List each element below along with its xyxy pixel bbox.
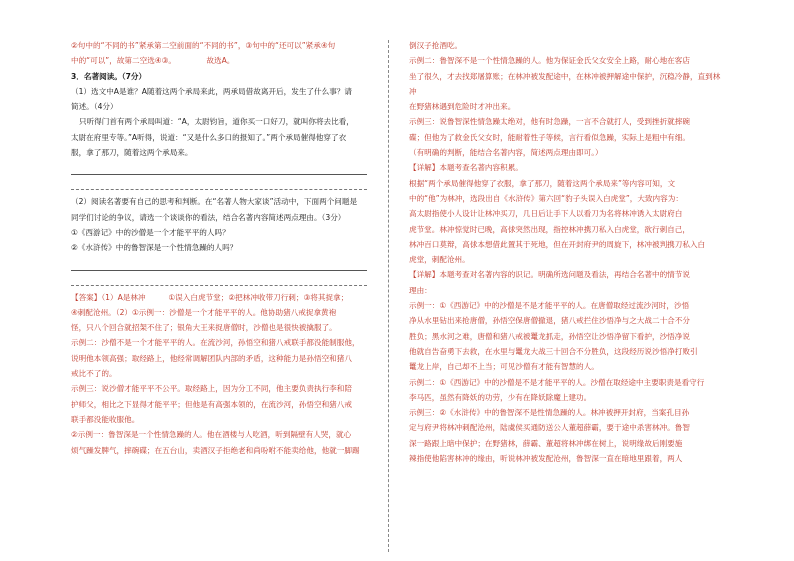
- analysis-line: 他就自告奋勇下去救，在水里与鼍龙大战三十回合不分胜负，这段经历说沙悟净打败引: [409, 346, 698, 356]
- column-divider: [388, 40, 389, 552]
- answer-line: 倒汉子抢酒吃。: [409, 41, 463, 50]
- answer-line: 戒比不了的。: [71, 369, 117, 379]
- answer-line: 碟；但他为了救金氏父女时，能耐着性子等候，言行看似急躁，实际上是粗中有细。: [409, 132, 690, 142]
- analysis-line: 示例三：②《水浒传》中的鲁智深不是性情急躁的人。林冲被押开封府，当案孔目孙: [409, 408, 690, 418]
- answer-line: 示例二：沙僧不是一个才能平平的人。在流沙河，孙悟空和猪八戒联手都没能制服他，: [71, 338, 360, 348]
- analysis-line: 示例一：①《西游记》中的沙僧是不是才能平平的人。在唐僧取经过流沙河时，沙悟: [409, 301, 690, 311]
- question-text: 简述。（4分）: [71, 102, 118, 112]
- analysis-heading: 【详解】本题考查对名著内容的识记。明确所选问题及看法，再结合名著中的情节说: [409, 270, 690, 280]
- answer-line: 烦气躁发脾气，摔碗碟；在五台山，卖酒汉子拒绝老和尚吩咐不能卖给他，他就一脚踢: [71, 445, 360, 455]
- question-option: ②《水浒传》中的鲁智深是一个性情急躁的人吗？: [71, 243, 238, 253]
- analysis-line: 深一路跟上暗中保护；在野猪林，薛霸、董超将林冲绑在树上，说明缘故后刚要施: [409, 438, 683, 448]
- analysis-line: 辣指使他陷害林冲的缘由，听说林冲被发配沧州，鲁智深一直在暗地里跟着，两人: [409, 454, 683, 464]
- section-heading: 3．名著阅读。（7分）: [71, 71, 147, 81]
- left-column: [71, 38, 371, 458]
- answer-line: 中的“可以”，故第二空选④③。 故选A。: [71, 56, 235, 66]
- analysis-line: 示例二：①《西游记》中的沙僧是不是才能平平的人。沙僧在取经途中主要职责是看守行: [409, 377, 705, 387]
- right-column: [409, 38, 727, 466]
- analysis-line: 定与府尹将林冲刺配沧州，陆虞侯买通防送公人董超薛霸，要于途中杀害林冲。鲁智: [409, 423, 690, 433]
- passage-text: 太尉在府里专等。”A听得，说道：“又是什么多口的报知了。”两个承局催得他穿了衣: [71, 132, 347, 142]
- question-option: ①《西游记》中的沙僧是一个才能平平的人吗？: [71, 227, 230, 237]
- analysis-heading: 【详解】本题考查名著内容积累。: [409, 163, 523, 173]
- answer-line-blank[interactable]: [71, 256, 367, 271]
- passage-text: 服，拿了那刀，随着这两个承局来。: [71, 148, 193, 158]
- analysis-line: 根据“两个承局催得他穿了衣服，拿了那刀，随着这两个承局来”等内容可知，文: [409, 178, 676, 188]
- answer-line: 坐了很久，才去找郑屠算账；在林冲被发配途中，在林冲被押解途中保护，沉稳冷静，直到林冲: [409, 71, 721, 96]
- analysis-line: 理由：: [409, 285, 432, 295]
- question-text: 同学们讨论的争议，请选一个谈谈你的看法，结合名著内容简述两点理由。（3分）: [71, 212, 346, 222]
- answer-line: 【答案】（1）A是林冲 ①误入白虎节堂；②把林冲收带刀行刺；③将其捉拿；: [71, 292, 349, 302]
- question-text: （2）阅读名著要有自己的思考和判断。在“名著人物大家谈”活动中，下面两个问题是: [71, 197, 358, 207]
- analysis-line: 中的“他”为林冲，选段出自《水浒传》第六回“豹子头误入白虎堂”，大致内容为：: [409, 193, 683, 203]
- analysis-line: 林冲百口莫辩，高俅本想借此置其于死地，但在开封府尹的周旋下，林冲被判携刀私入白: [409, 239, 706, 249]
- passage-text: 只听得门首有两个承局叫道：“A，太尉钧旨，道你买一口好刀，就叫你将去比看，: [79, 117, 354, 127]
- answer-line-blank[interactable]: [71, 175, 367, 190]
- answer-line: 联手都没能收服他。: [71, 414, 140, 424]
- answer-line: 在野猪林遇到危险时才冲出来。: [409, 102, 516, 112]
- analysis-line: 胜负；黑水河之难，唐僧和猪八戒被鼍龙抓走，孙悟空让沙悟净留下看护，沙悟净说: [409, 331, 690, 341]
- answer-line: ④刺配沧州。（2）①示例一：沙僧是一个才能平平的人。他协助猪八戒捉拿黄袍: [71, 307, 337, 317]
- answer-line: 示例三：说沙僧才能平平不公平。取经路上，因为分工不同，他主要负责执行李和陪: [71, 384, 352, 394]
- analysis-line: 净从水里钻出来抢唐僧，孙悟空保唐僧撤退，猪八戒拦住沙悟净与之大战二十合不分: [409, 316, 690, 326]
- answer-line: 示例二：鲁智深不是一个性情急躁的人。他为保证金氏父女安全上路，耐心地在客店: [409, 56, 690, 66]
- question-text: （1）选文中A是谁？A随着这两个承局来此，两承局借故离开后，发生了什么事？请: [71, 86, 352, 96]
- analysis-line: 李马匹，虽然有降妖的功劳，少有在降妖除魔上建功。: [409, 392, 592, 402]
- answer-line: 护师父，相比之下显得才能平平；但他是有高强本领的，在流沙河，孙悟空和猪八戒: [71, 399, 352, 409]
- analysis-line: 虎节堂。林冲惊觉时已晚，高俅突然出现，指控林冲携刀私入白虎堂，欲行刺自己，: [409, 224, 690, 234]
- analysis-line: 鼍龙上岸，自己却不上当；可见沙僧有才能有智慧的人。: [409, 362, 599, 372]
- answer-line-blank[interactable]: [71, 271, 367, 286]
- answer-line: 说明他本领高强；取经路上，他经常调解团队内部的矛盾，这种能力是孙悟空和猪八: [71, 353, 352, 363]
- answer-line: 怪，只八个回合就招架不住了；银角大王来捉唐僧时，沙僧也是很快被擒服了。: [71, 323, 337, 333]
- answer-line-blank[interactable]: [71, 160, 367, 175]
- answer-line: ②示例一：鲁智深是一个性情急躁的人。他在酒楼与人吃酒，听到隔壁有人哭，就心: [71, 430, 352, 440]
- answer-line: （有明确的判断，能结合名著内容，简述两点理由即可。）: [409, 148, 603, 158]
- analysis-line: 虎堂，刺配沧州。: [409, 255, 470, 265]
- answer-line: ②句中的“不同的书”紧承第二空前面的“不同的书”，③句中的“还可以”紧承④句: [71, 41, 336, 50]
- analysis-line: 高太尉指使小人设计让林冲买刀，几日后让手下人以看刀为名将林冲诱入太尉府白: [409, 209, 683, 219]
- answer-line: 示例三：说鲁智深性情急躁太绝对，他有时急躁，一言不合就打人，受到挫折就摔碗: [409, 117, 690, 127]
